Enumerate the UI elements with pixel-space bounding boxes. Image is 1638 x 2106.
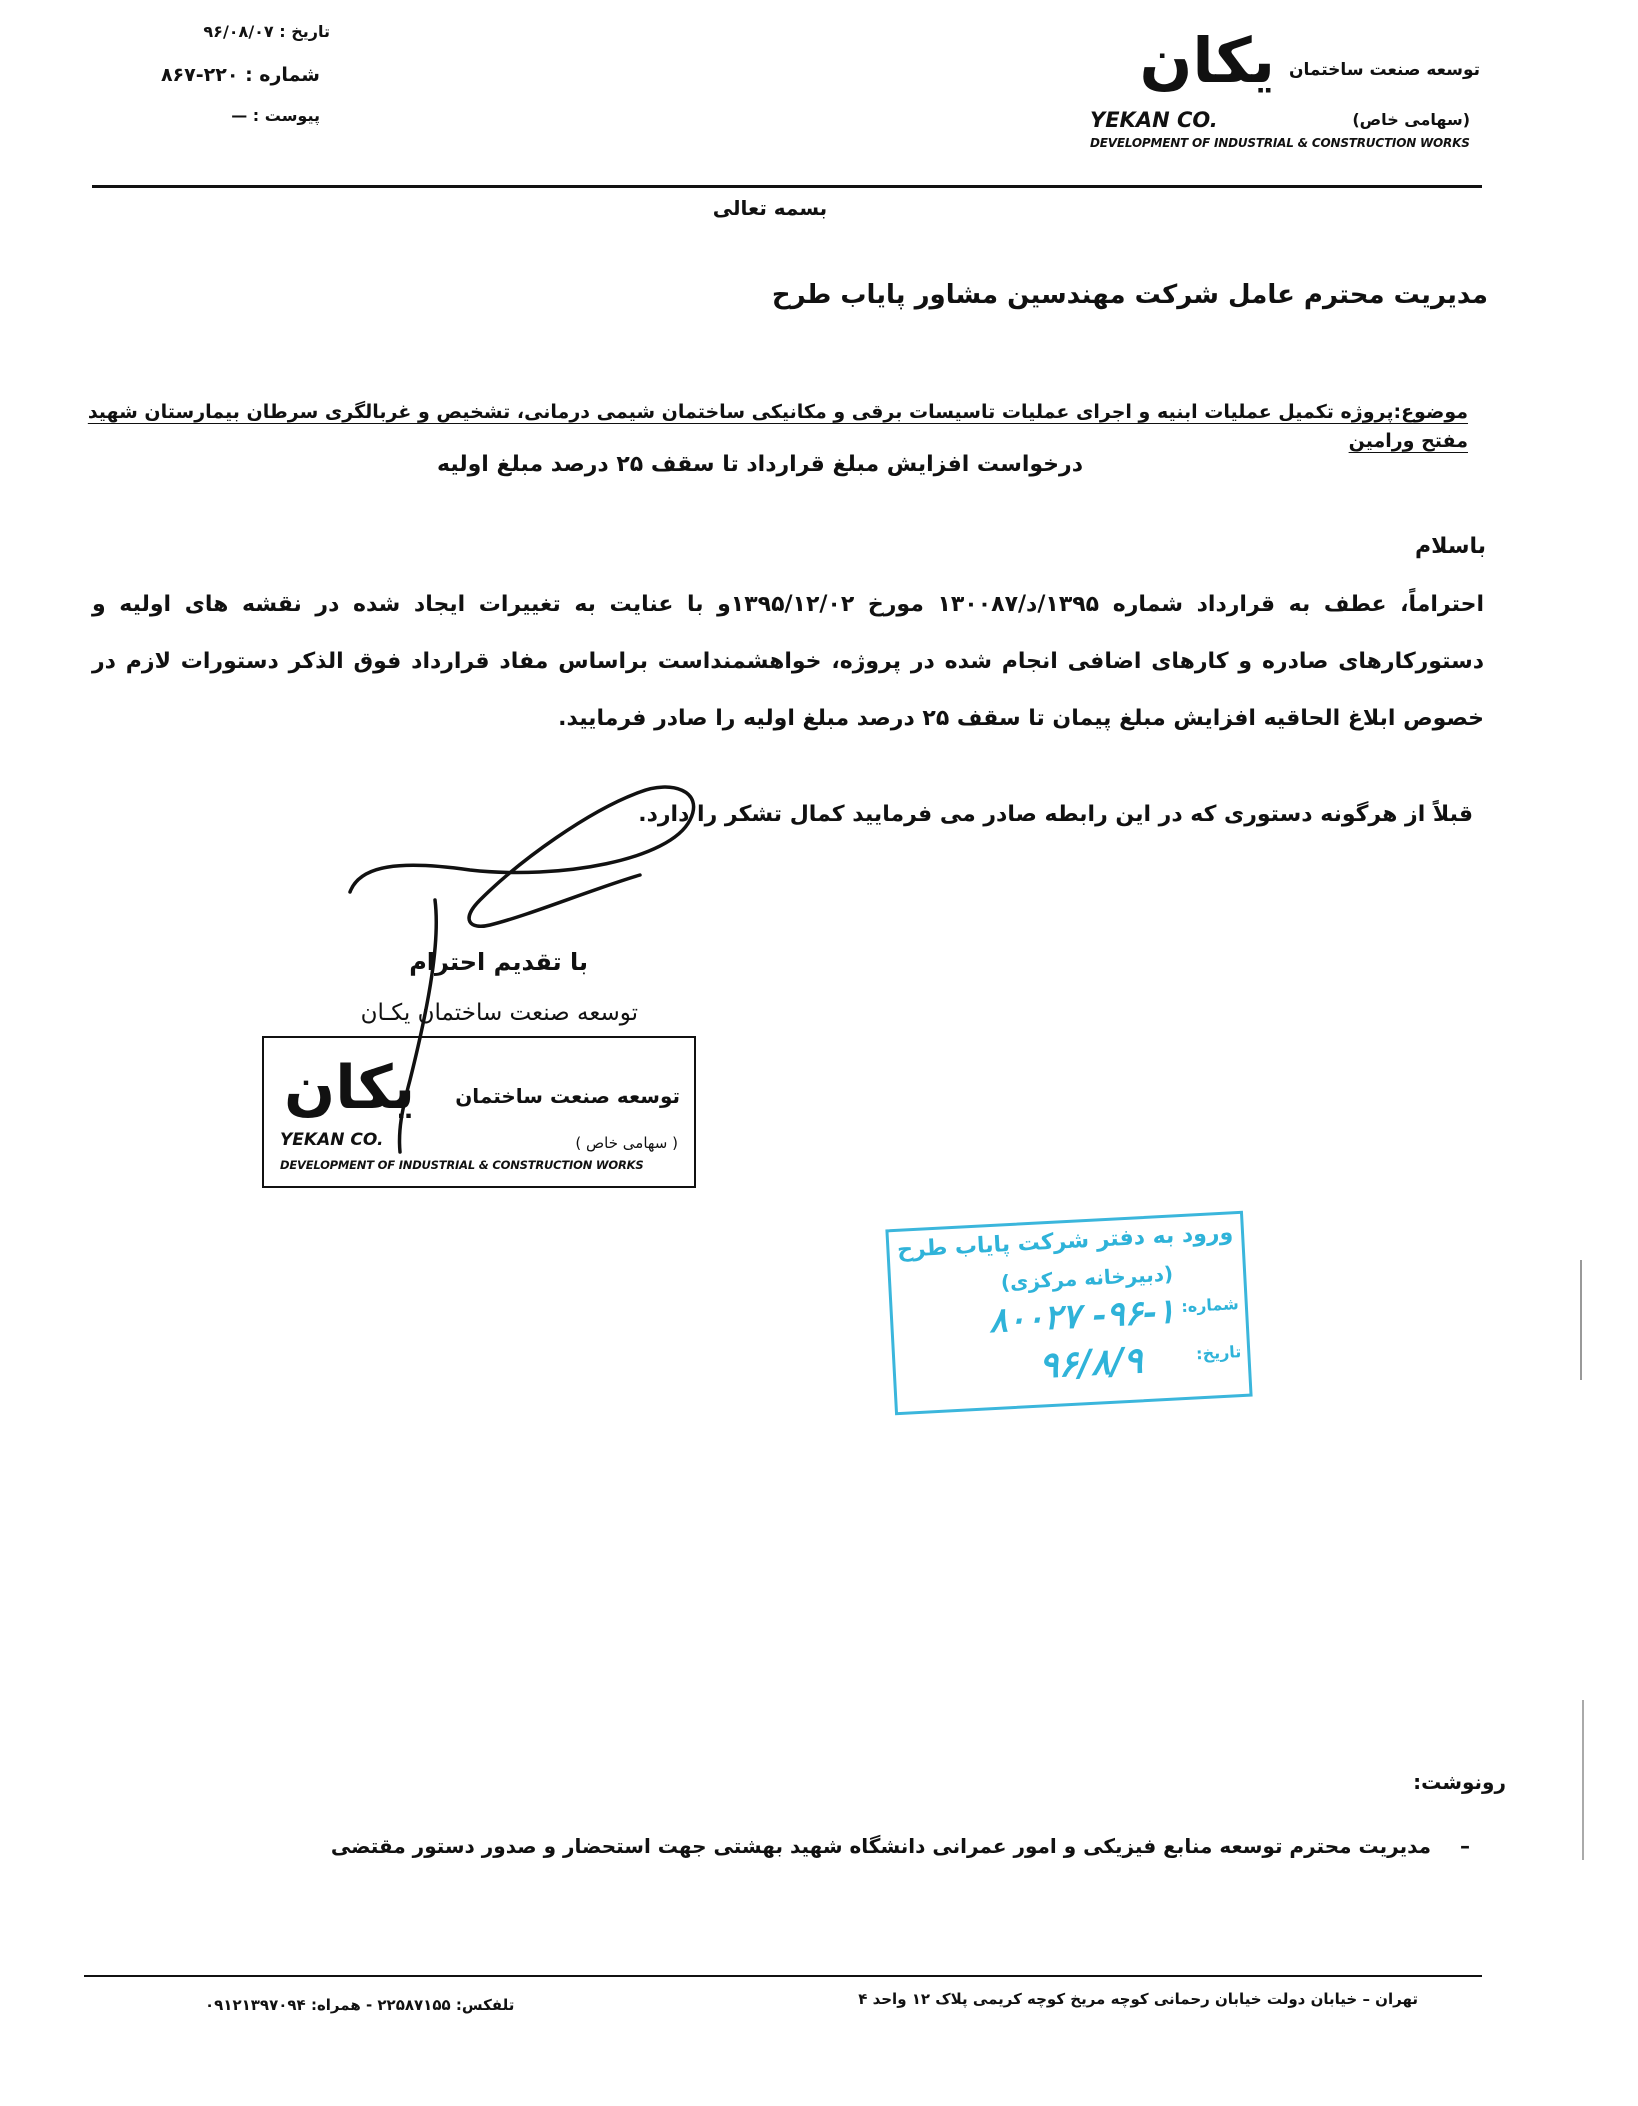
receipt-stamp-number-value: ۸۰۰۲۷ -۹۶-۱ bbox=[988, 1291, 1177, 1342]
footer-divider bbox=[84, 1975, 1482, 1977]
logo-company-prefix: توسعه صنعت ساختمان bbox=[1288, 60, 1480, 80]
scan-edge-mark bbox=[1580, 1260, 1582, 1380]
stamp-company-prefix: توسعه صنعت ساختمان bbox=[455, 1084, 680, 1108]
receipt-stamp bbox=[885, 1211, 1252, 1415]
cc-item-1 bbox=[331, 1834, 1470, 1858]
logo-english-name: YEKAN CO. bbox=[1090, 108, 1218, 132]
receipt-stamp-date-label: تاریخ: bbox=[1195, 1342, 1242, 1364]
paragraph-2: قبلاً از هرگونه دستوری که در این رابطه صادر می فرمایید کمال تشکر را دارد. bbox=[638, 802, 1473, 827]
letter-attachment bbox=[200, 106, 320, 125]
receipt-stamp-title: ورود به دفتر شرکت پایاب طرح bbox=[896, 1220, 1234, 1263]
date-label: تاريخ : bbox=[279, 22, 330, 41]
stamp-english-name: YEKAN CO. bbox=[280, 1130, 384, 1150]
stamp-legal-form: ( سهامی خاص ) bbox=[575, 1134, 678, 1152]
stamp-brand: يكان bbox=[284, 1053, 416, 1123]
date-value: ۹۶/۰۸/۰۷ bbox=[203, 22, 274, 41]
invocation: بسمه تعالی bbox=[712, 196, 828, 220]
logo-legal-form: (سهامی خاص) bbox=[1352, 110, 1470, 129]
scan-edge-mark bbox=[1582, 1700, 1584, 1860]
logo-brand: يكان bbox=[1139, 24, 1275, 97]
cc-dash: – bbox=[1460, 1834, 1470, 1858]
company-logo bbox=[1080, 24, 1480, 150]
greeting: باسلام bbox=[1415, 534, 1486, 559]
letter-number bbox=[140, 64, 320, 86]
receipt-stamp-number-label: شماره: bbox=[1180, 1294, 1240, 1317]
logo-english-tagline: DEVELOPMENT OF INDUSTRIAL & CONSTRUCTION WORKS bbox=[1090, 136, 1470, 150]
footer-address: تهران – خیابان دولت خیابان رحمانی کوچه مریخ کوچه کریمی پلاک ۱۲ واحد ۴ bbox=[858, 1990, 1418, 2008]
letter-date bbox=[150, 22, 330, 41]
number-label: شماره : bbox=[245, 64, 320, 86]
footer-phone: تلفکس: ۲۲۵۸۷۱۵۵ - همراه: ۰۹۱۲۱۳۹۷۰۹۴ bbox=[205, 1996, 515, 2014]
subject-line-1: موضوع:پروژه تکمیل عملیات ابنیه و اجرای عملیات تاسیسات برقی و مکانیکی ساختمان شیمی درمانی، تشخیص و غربالگری سرطان بیمارستان شهید مفتح ورامین bbox=[87, 401, 1468, 453]
header-divider bbox=[92, 185, 1482, 188]
signer: توسعه صنعت ساختمان يكـان bbox=[360, 1000, 638, 1026]
paragraph-1: احتراماً، عطف به قرارداد شماره ۱۳۹۵/د/۱۳۰۰۸۷ مورخ ۱۳۹۵/۱۲/۰۲و با عنایت به تغییرات ایجاد شده در نقشه های اولیه و دستورکارهای صادره و کارهای اضافی انجام شده در پروژه، خواهشمنداست براساس مفاد قرارداد فوق الذکر دستورات لازم در خصوص ابلاغ الحاقیه افزایش مبلغ پیمان تا سقف ۲۵ درصد مبلغ اولیه را صادر فرمایید. bbox=[92, 592, 1484, 732]
stamp-english-tagline: DEVELOPMENT OF INDUSTRIAL & CONSTRUCTION WORKS bbox=[280, 1158, 644, 1172]
number-value: ۲۲۰-۸۶۷ bbox=[160, 64, 239, 86]
closing: با تقدیم احترام bbox=[409, 948, 588, 976]
attachment-value: — bbox=[231, 106, 248, 125]
receipt-stamp-office: (دبیرخانه مرکزی) bbox=[1000, 1261, 1174, 1295]
addressee: مدیریت محترم عامل شرکت مهندسین مشاور پایاب طرح bbox=[771, 280, 1488, 310]
company-stamp bbox=[262, 1036, 696, 1188]
cc-label: رونوشت: bbox=[1413, 1770, 1506, 1794]
cc-item-1-text: مدیریت محترم توسعه منابع فیزیکی و امور عمرانی دانشگاه شهید بهشتی جهت استحضار و صدور دستور مقتضی bbox=[330, 1834, 1432, 1858]
attachment-label: پيوست : bbox=[252, 106, 320, 125]
subject-line-2: درخواست افزایش مبلغ قرارداد تا سقف ۲۵ درصد مبلغ اولیه bbox=[437, 452, 1083, 477]
receipt-stamp-date-value: ۹۶/۸/۹ bbox=[1037, 1339, 1144, 1387]
